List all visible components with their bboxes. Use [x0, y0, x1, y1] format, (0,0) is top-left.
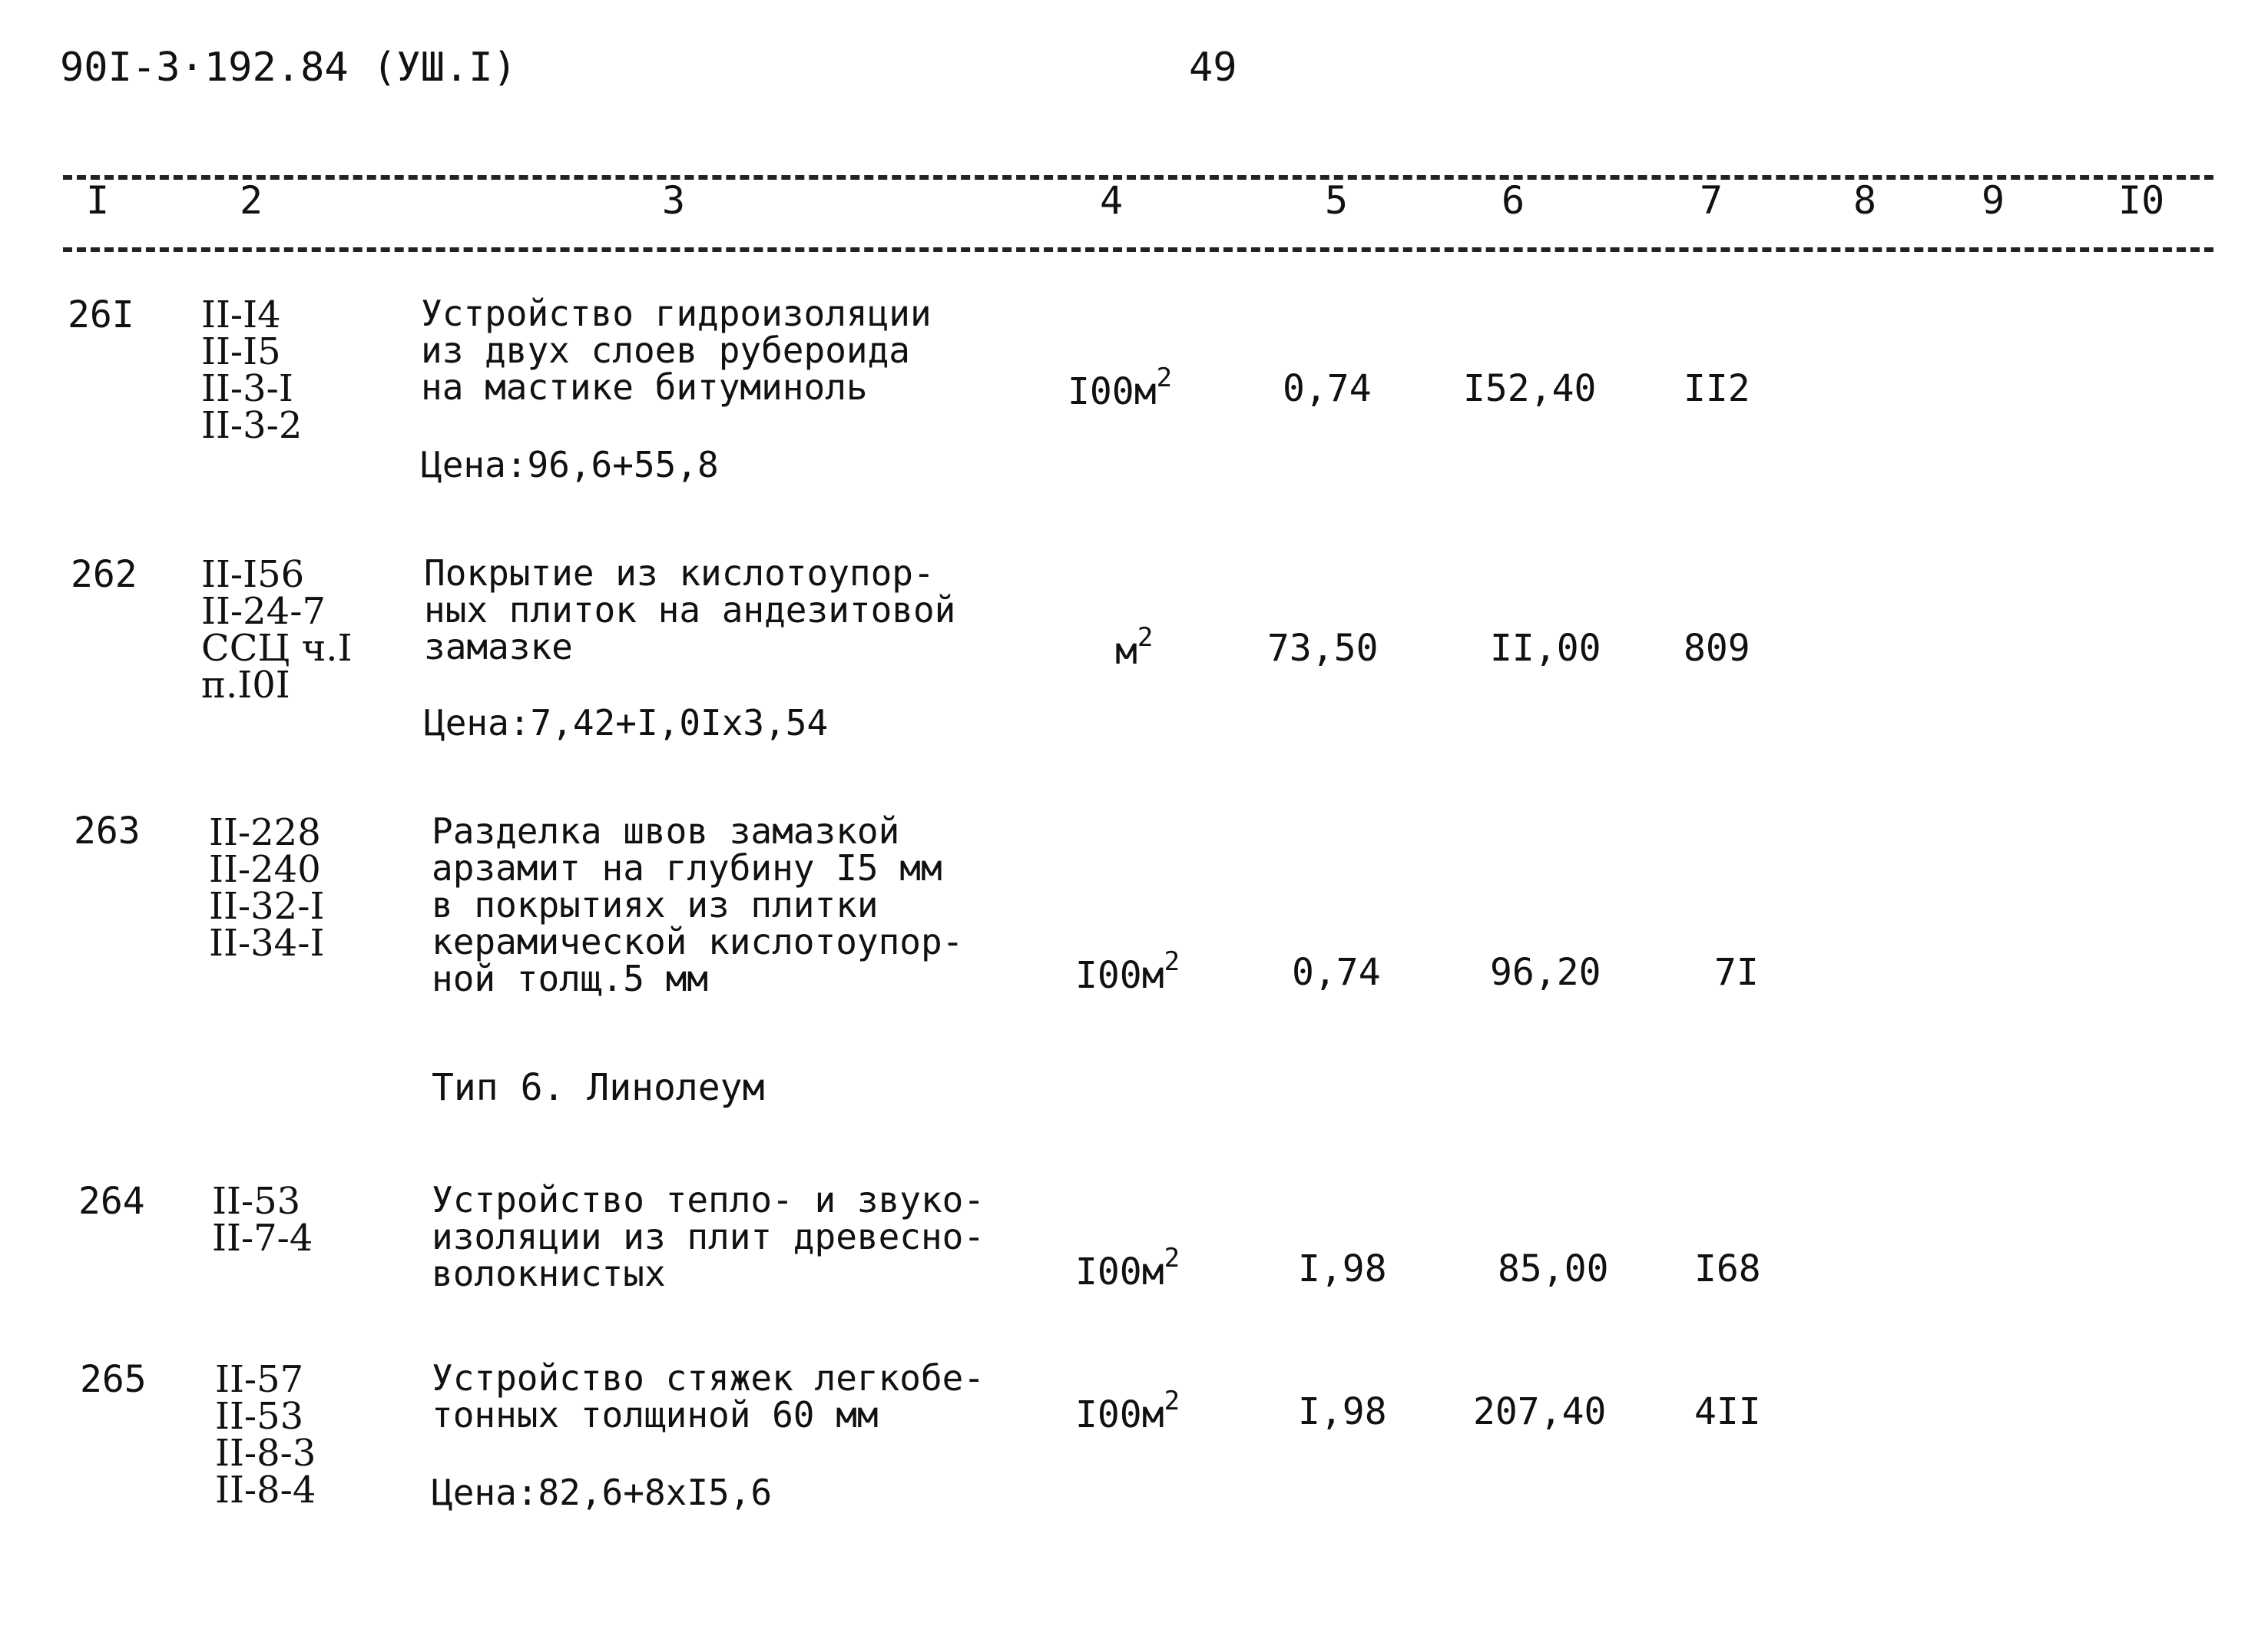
norm-code: II-I56	[201, 553, 305, 596]
section-title: Тип 6. Линолеум	[432, 1066, 765, 1109]
norm-code: II-32-I	[209, 885, 325, 928]
description-line: волокнистых	[432, 1253, 666, 1294]
norm-codes	[209, 811, 325, 965]
total-cost: II2	[1684, 367, 1750, 410]
column-header-9: 9	[1982, 178, 2005, 223]
total-cost: 4II	[1694, 1390, 1761, 1433]
description-line: Устройство гидроизоляции	[421, 293, 932, 334]
quantity: I,98	[1298, 1390, 1387, 1433]
header-bottom-divider	[63, 247, 2213, 252]
description-line: керамической кислотоупор-	[432, 921, 964, 962]
description-line: Разделка швов замазкой	[432, 810, 900, 852]
column-header-6: 6	[1502, 178, 1525, 223]
unit-label: I00м	[1075, 1250, 1164, 1293]
description-line: из двух слоев рубероида	[421, 330, 910, 371]
total-cost: I68	[1694, 1247, 1761, 1290]
document-code: 90I-3·192.84 (УШ.I)	[60, 45, 517, 91]
column-header-5: 5	[1325, 178, 1349, 223]
description-line: Устройство стяжек легкобе-	[432, 1357, 985, 1399]
header-top-divider	[63, 175, 2213, 180]
norm-codes	[212, 1180, 313, 1260]
norm-code: II-8-3	[215, 1432, 316, 1475]
description-line: ной толщ.5 мм	[432, 958, 709, 999]
unit-cost: I52,40	[1463, 367, 1597, 410]
norm-code: II-57	[215, 1358, 304, 1401]
unit-power: 2	[1164, 1243, 1180, 1274]
column-header-7: 7	[1700, 178, 1723, 223]
norm-code: II-53	[215, 1395, 304, 1438]
work-description	[432, 810, 964, 999]
norm-code: п.I0I	[201, 664, 290, 707]
unit-label: I00м	[1075, 954, 1164, 997]
work-description	[432, 1181, 985, 1292]
quantity: 0,74	[1283, 367, 1372, 410]
unit-of-measure	[1075, 1243, 1180, 1293]
norm-code: II-7-4	[212, 1217, 313, 1260]
norm-code: II-8-4	[215, 1469, 316, 1512]
description-line: тонных толщиной 60 мм	[432, 1394, 879, 1436]
unit-power: 2	[1137, 622, 1154, 653]
norm-codes	[201, 553, 353, 707]
price-formula: Цена:82,6+8хI5,6	[432, 1472, 773, 1513]
norm-code: II-3-I	[201, 367, 293, 410]
description-line: арзамит на глубину I5 мм	[432, 847, 942, 889]
unit-of-measure	[1075, 946, 1180, 997]
norm-code: II-3-2	[201, 404, 303, 447]
page-number: 49	[1189, 45, 1237, 91]
quantity: I,98	[1298, 1247, 1387, 1290]
norm-code: II-53	[212, 1180, 301, 1223]
norm-code: II-I4	[201, 293, 281, 336]
unit-of-measure	[1115, 622, 1154, 673]
unit-cost: 207,40	[1473, 1390, 1607, 1433]
work-description	[432, 1357, 985, 1436]
row-number: 264	[78, 1180, 145, 1223]
total-cost: 7I	[1714, 951, 1759, 994]
unit-label: I00м	[1068, 370, 1157, 413]
description-line: в покрытиях из плитки	[432, 884, 879, 926]
unit-power: 2	[1164, 946, 1180, 977]
row-number: 262	[71, 553, 137, 596]
description-line: замазке	[424, 626, 573, 667]
norm-code: II-240	[209, 848, 321, 891]
unit-of-measure	[1075, 1386, 1180, 1436]
norm-code: II-24-7	[201, 590, 326, 633]
price-formula: Цена:7,42+I,0Iх3,54	[424, 702, 829, 744]
row-number: 263	[74, 810, 141, 853]
unit-of-measure	[1068, 363, 1173, 413]
work-description	[424, 552, 956, 667]
column-header-8: 8	[1853, 178, 1877, 223]
column-header-1: I	[86, 178, 110, 223]
unit-cost: 85,00	[1498, 1247, 1609, 1290]
row-number: 265	[80, 1358, 147, 1401]
description-line: изоляции из плит древесно-	[432, 1216, 985, 1257]
unit-power: 2	[1156, 363, 1173, 393]
price-formula: Цена:96,6+55,8	[421, 444, 719, 485]
work-description	[421, 295, 932, 406]
norm-codes	[215, 1358, 316, 1512]
norm-codes	[201, 293, 303, 447]
description-line: Покрытие из кислотоупор-	[424, 552, 935, 594]
unit-power: 2	[1164, 1386, 1180, 1416]
column-header-4: 4	[1100, 178, 1124, 223]
row-number: 26I	[68, 293, 134, 336]
norm-code: II-I5	[201, 330, 281, 373]
column-header-2: 2	[240, 178, 263, 223]
unit-label: I00м	[1075, 1393, 1164, 1436]
norm-code: II-228	[209, 811, 321, 854]
norm-code: II-34-I	[209, 922, 325, 965]
description-line: на мастике битуминоль	[421, 366, 868, 408]
description-line: ных плиток на андезитовой	[424, 589, 956, 631]
unit-label: м	[1115, 630, 1137, 673]
unit-cost: II,00	[1490, 627, 1601, 670]
total-cost: 809	[1684, 627, 1750, 670]
description-line: Устройство тепло- и звуко-	[432, 1179, 985, 1221]
unit-cost: 96,20	[1490, 951, 1601, 994]
norm-code: ССЦ ч.I	[201, 627, 353, 670]
quantity: 0,74	[1292, 951, 1381, 994]
column-header-3: 3	[662, 178, 686, 223]
column-header-10: I0	[2118, 178, 2165, 223]
quantity: 73,50	[1267, 627, 1379, 670]
